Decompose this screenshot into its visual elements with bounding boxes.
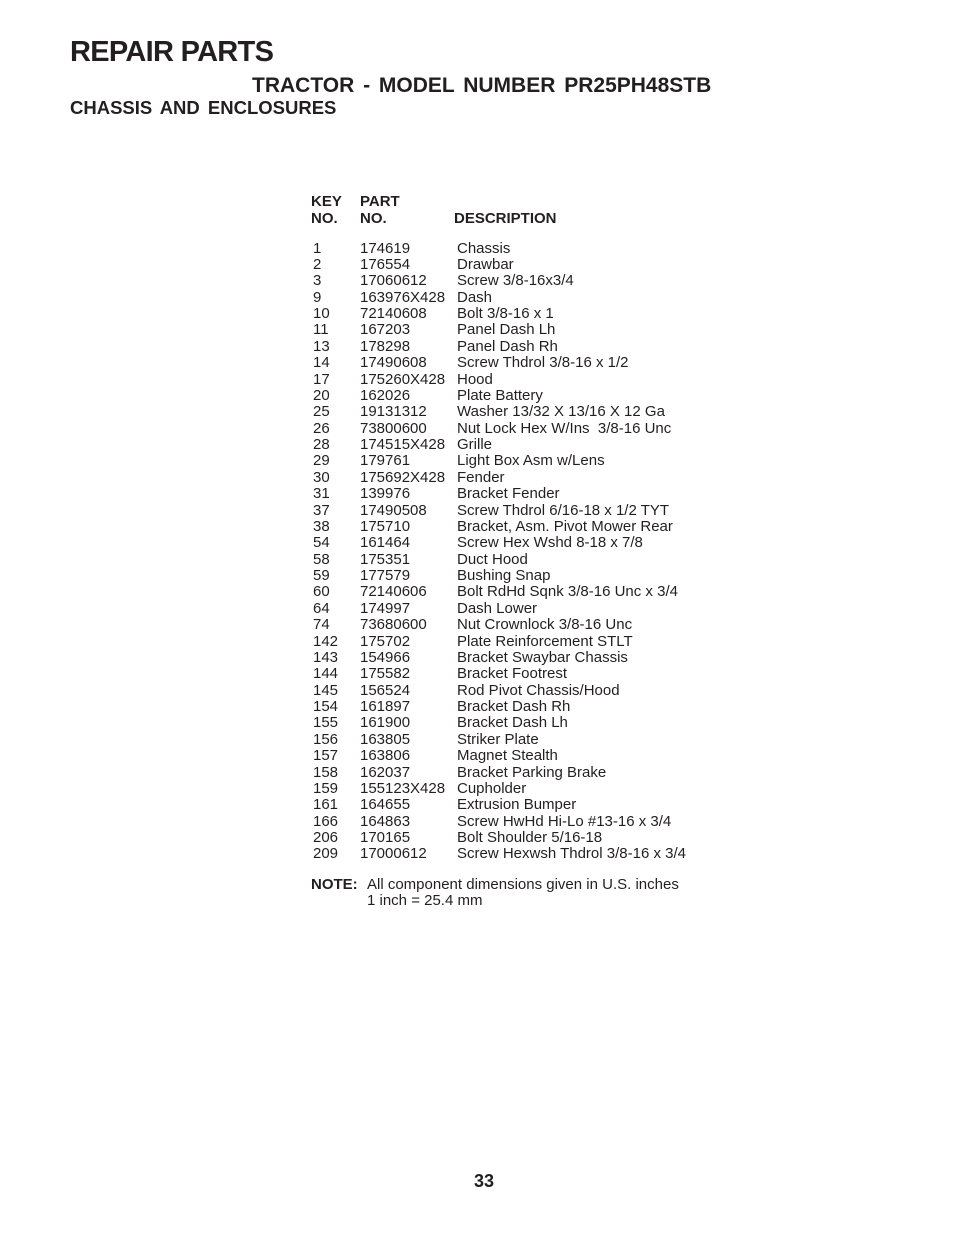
key-number: 142	[313, 632, 339, 650]
part-description: Bolt RdHd Sqnk 3/8-16 Unc x 3/4	[457, 583, 678, 601]
key-number: 74	[313, 616, 330, 634]
key-number: 25	[313, 403, 330, 421]
table-row	[313, 666, 686, 682]
model-heading: TRACTOR - MODEL NUMBER PR25PH48STB	[252, 74, 712, 97]
part-description: Bolt 3/8-16 x 1	[457, 305, 554, 322]
part-number: 162026	[360, 386, 411, 404]
key-number: 60	[313, 583, 330, 601]
key-number: 54	[313, 534, 330, 552]
part-number: 167203	[360, 321, 411, 339]
part-description: Bracket Fender	[457, 485, 560, 503]
part-number: 179761	[360, 452, 411, 470]
table-row	[313, 404, 686, 420]
part-description: Screw Hex Wshd 8-18 x 7/8	[457, 534, 643, 552]
key-number: 9	[313, 288, 322, 306]
part-number: 72140606	[360, 583, 427, 601]
part-number: 175692X428	[360, 468, 446, 486]
part-number: 175351	[360, 550, 411, 568]
part-number: 139976	[360, 485, 411, 503]
part-number: 161900	[360, 714, 411, 732]
part-number: 162037	[360, 763, 411, 781]
key-number: 3	[313, 272, 322, 290]
table-row	[313, 486, 686, 502]
part-description: Screw Thdrol 3/8-16 x 1/2	[457, 354, 629, 372]
key-number: 64	[313, 599, 330, 617]
part-description: Chassis	[457, 239, 511, 257]
part-description: Light Box Asm w/Lens	[457, 452, 605, 470]
part-description: Rod Pivot Chassis/Hood	[457, 681, 620, 699]
column-header-part-line1: PART	[360, 193, 400, 210]
table-row	[313, 634, 686, 650]
key-number: 10	[313, 305, 330, 322]
table-row	[313, 699, 686, 715]
key-number: 11	[313, 321, 329, 339]
table-row	[313, 781, 686, 797]
section-heading: CHASSIS AND ENCLOSURES	[70, 97, 337, 118]
note-label: NOTE:	[311, 876, 358, 893]
part-description: Drawbar	[457, 255, 514, 273]
part-description: Screw Thdrol 6/16-18 x 1/2 TYT	[457, 501, 670, 519]
part-description: Bolt Shoulder 5/16-18	[457, 829, 603, 846]
table-row	[313, 584, 686, 600]
part-description: Panel Dash Lh	[457, 321, 556, 339]
part-description: Bracket, Asm. Pivot Mower Rear	[457, 517, 673, 535]
part-number: 175710	[360, 517, 411, 535]
part-description: Dash Lower	[457, 599, 538, 617]
page-number: 33	[474, 1171, 495, 1191]
part-description: Bushing Snap	[457, 567, 551, 584]
key-number: 26	[313, 419, 330, 437]
part-number: 164655	[360, 796, 411, 814]
key-number: 143	[313, 648, 339, 666]
column-header-description: DESCRIPTION	[454, 210, 557, 227]
table-row	[313, 306, 686, 322]
key-number: 156	[313, 730, 339, 748]
part-description: Screw Hexwsh Thdrol 3/8-16 x 3/4	[457, 845, 686, 863]
key-number: 209	[313, 845, 339, 863]
note	[311, 877, 679, 909]
table-row	[313, 437, 686, 453]
part-description: Bracket Swaybar Chassis	[457, 648, 628, 666]
part-description: Grille	[457, 436, 493, 453]
column-header-part-no	[360, 193, 400, 227]
key-number: 58	[313, 550, 330, 568]
note-line: 1 inch = 25.4 mm	[367, 892, 483, 909]
part-number: 17490508	[360, 501, 427, 519]
part-number: 155123X428	[360, 779, 446, 797]
part-number: 170165	[360, 829, 411, 846]
key-number: 2	[313, 255, 322, 273]
key-number: 28	[313, 436, 330, 453]
table-row	[313, 241, 686, 257]
key-number: 157	[313, 747, 339, 765]
key-number: 144	[313, 665, 339, 683]
part-description: Nut Lock Hex W/Ins 3/8-16 Unc	[457, 419, 672, 437]
part-number: 174619	[360, 239, 411, 257]
note-text	[367, 877, 679, 909]
part-description: Fender	[457, 468, 505, 486]
part-number: 161897	[360, 698, 411, 715]
table-row	[313, 715, 686, 731]
table-row	[313, 748, 686, 764]
part-number: 156524	[360, 681, 411, 699]
table-row	[313, 372, 686, 388]
part-description: Bracket Footrest	[457, 665, 568, 683]
table-row	[313, 814, 686, 830]
table-row	[313, 339, 686, 355]
part-number: 175582	[360, 665, 411, 683]
part-number: 161464	[360, 534, 411, 552]
part-description: Screw 3/8-16x3/4	[457, 272, 574, 290]
key-number: 154	[313, 698, 339, 715]
key-number: 37	[313, 501, 330, 519]
part-description: Washer 13/32 X 13/16 X 12 Ga	[457, 403, 665, 421]
part-description: Cupholder	[457, 779, 527, 797]
key-number: 155	[313, 714, 339, 732]
column-header-key-line2: NO.	[311, 210, 338, 227]
part-description: Bracket Parking Brake	[457, 763, 607, 781]
table-row	[313, 617, 686, 633]
table-row	[313, 421, 686, 437]
key-number: 20	[313, 386, 330, 404]
part-number: 163976X428	[360, 288, 446, 306]
key-number: 1	[313, 239, 322, 257]
part-number: 174997	[360, 599, 411, 617]
key-number: 30	[313, 468, 330, 486]
column-header-key-line1: KEY	[311, 193, 342, 210]
part-description: Magnet Stealth	[457, 747, 558, 765]
key-number: 38	[313, 517, 330, 535]
part-number: 175260X428	[360, 370, 446, 388]
part-description: Extrusion Bumper	[457, 796, 577, 814]
part-number: 73680600	[360, 616, 427, 634]
part-number: 163806	[360, 747, 411, 765]
key-number: 29	[313, 452, 330, 470]
key-number: 158	[313, 763, 339, 781]
table-row	[313, 683, 686, 699]
table-row	[313, 355, 686, 371]
note-line: All component dimensions given in U.S. inches	[367, 876, 679, 893]
table-row	[313, 732, 686, 748]
part-description: Plate Reinforcement STLT	[457, 632, 633, 650]
part-description: Dash	[457, 288, 493, 306]
column-header-key-no	[311, 193, 342, 227]
column-header-part-line2: NO.	[360, 210, 387, 227]
part-description: Striker Plate	[457, 730, 539, 748]
table-row	[313, 846, 686, 862]
table-row	[313, 470, 686, 486]
table-row	[313, 601, 686, 617]
part-number: 177579	[360, 567, 411, 584]
key-number: 14	[313, 354, 330, 372]
table-row	[313, 453, 686, 469]
table-row	[313, 503, 686, 519]
key-number: 13	[313, 337, 330, 355]
table-row	[313, 765, 686, 781]
part-number: 174515X428	[360, 436, 446, 453]
table-row	[313, 568, 686, 584]
key-number: 145	[313, 681, 339, 699]
key-number: 59	[313, 567, 330, 584]
parts-list	[313, 241, 686, 863]
part-number: 176554	[360, 255, 411, 273]
table-row	[313, 257, 686, 273]
part-description: Bracket Dash Lh	[457, 714, 568, 732]
part-number: 17490608	[360, 354, 427, 372]
table-row	[313, 650, 686, 666]
table-row	[313, 322, 686, 338]
key-number: 31	[313, 485, 330, 503]
part-description: Bracket Dash Rh	[457, 698, 571, 715]
table-row	[313, 535, 686, 551]
part-number: 17000612	[360, 845, 427, 863]
page-title: REPAIR PARTS	[70, 36, 274, 68]
part-number: 17060612	[360, 272, 427, 290]
part-number: 163805	[360, 730, 411, 748]
table-row	[313, 388, 686, 404]
part-number: 164863	[360, 812, 411, 830]
part-number: 154966	[360, 648, 411, 666]
part-description: Hood	[457, 370, 493, 388]
table-row	[313, 552, 686, 568]
part-number: 72140608	[360, 305, 427, 322]
part-number: 178298	[360, 337, 411, 355]
table-row	[313, 273, 686, 289]
key-number: 161	[313, 796, 339, 814]
table-row	[313, 290, 686, 306]
key-number: 166	[313, 812, 339, 830]
part-number: 175702	[360, 632, 411, 650]
part-description: Plate Battery	[457, 386, 543, 404]
part-description: Nut Crownlock 3/8-16 Unc	[457, 616, 633, 634]
key-number: 159	[313, 779, 339, 797]
key-number: 17	[313, 370, 330, 388]
part-description: Duct Hood	[457, 550, 528, 568]
part-number: 73800600	[360, 419, 427, 437]
part-description: Panel Dash Rh	[457, 337, 558, 355]
table-row	[313, 830, 686, 846]
part-number: 19131312	[360, 403, 427, 421]
table-row	[313, 519, 686, 535]
key-number: 206	[313, 829, 339, 846]
part-description: Screw HwHd Hi-Lo #13-16 x 3/4	[457, 812, 672, 830]
table-row	[313, 797, 686, 813]
